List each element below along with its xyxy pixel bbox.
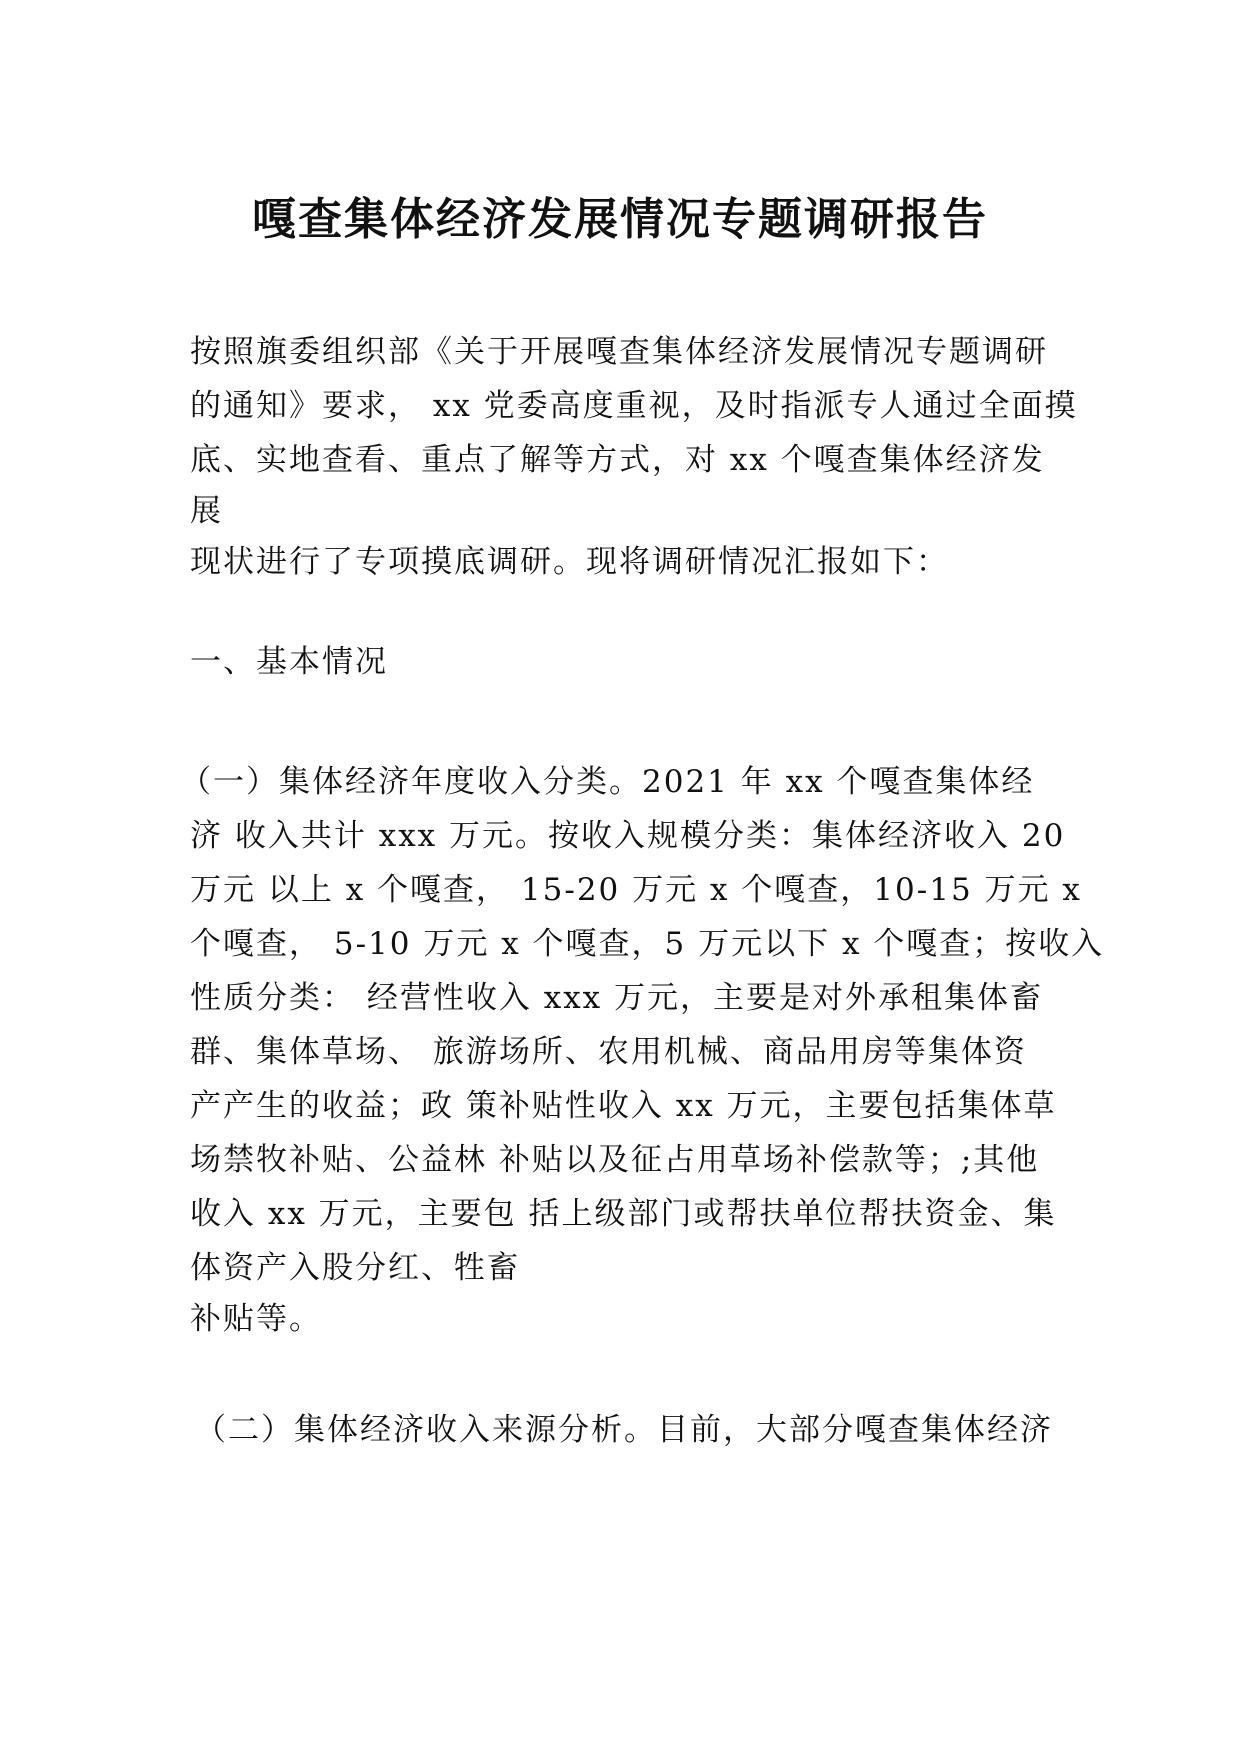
paragraph-line: 体资产入股分红、牲畜	[190, 1250, 520, 1286]
intro-line: 底、实地查看、重点了解等方式，对 xx 个嘎查集体经济发	[190, 442, 1045, 478]
paragraph-line: 场禁牧补贴、公益林 补贴以及征占用草场补偿款等；;其他	[190, 1142, 1040, 1178]
document-title: 嘎查集体经济发展情况专题调研报告	[252, 194, 988, 245]
intro-line: 按照旗委组织部《关于开展嘎查集体经济发展情况专题调研	[190, 334, 1048, 370]
paragraph-line: 性质分类： 经营性收入 xxx 万元，主要是对外承租集体畜	[190, 980, 1044, 1016]
paragraph-line: 群、集体草场、 旅游场所、农用机械、商品用房等集体资	[190, 1034, 1027, 1070]
section-heading: 一、基本情况	[190, 644, 388, 680]
intro-line: 的通知》要求， xx 党委高度重视，及时指派专人通过全面摸	[190, 388, 1078, 424]
paragraph-line: 补贴等。	[190, 1301, 322, 1337]
paragraph-line: 万元 以上 x 个嘎查， 15-20 万元 x 个嘎查，10-15 万元 x	[190, 872, 1082, 908]
intro-line: 展	[190, 493, 223, 529]
intro-line: 现状进行了专项摸底调研。现将调研情况汇报如下：	[190, 544, 949, 580]
paragraph-line: 济 收入共计 xxx 万元。按收入规模分类：集体经济收入 20	[190, 818, 1066, 854]
paragraph-line: 产产生的收益；政 策补贴性收入 xx 万元，主要包括集体草	[190, 1088, 1057, 1124]
paragraph-line: 个嘎查， 5-10 万元 x 个嘎查，5 万元以下 x 个嘎查；按收入	[190, 926, 1105, 962]
paragraph-line: （一）集体经济年度收入分类。2021 年 xx 个嘎查集体经	[180, 764, 1035, 800]
paragraph-line: （二）集体经济收入来源分析。目前，大部分嘎查集体经济	[195, 1412, 1053, 1448]
paragraph-line: 收入 xx 万元，主要包 括上级部门或帮扶单位帮扶资金、集	[190, 1196, 1057, 1232]
